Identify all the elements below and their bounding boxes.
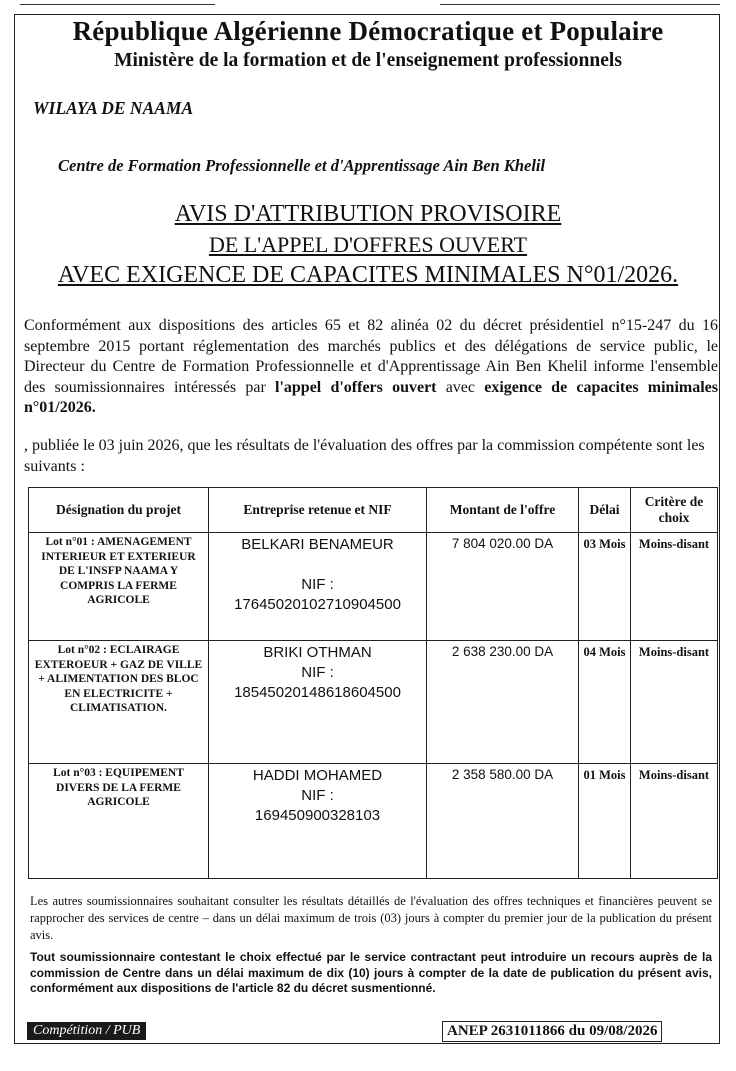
company-name: HADDI MOHAMED bbox=[252, 767, 383, 784]
title-line-2: DE L'APPEL D'OFFRES OUVERT bbox=[208, 232, 528, 257]
title-line-3: AVEC EXIGENCE DE CAPACITES MINIMALES N°01/2026. bbox=[57, 262, 679, 288]
intro-continuation: , publiée le 03 juin 2026, que les résultats de l'évaluation des offres par la commission compétente sont les suivants : bbox=[24, 437, 705, 475]
company-cell bbox=[209, 533, 427, 641]
col-header-project: Désignation du projet bbox=[29, 488, 209, 533]
table-row bbox=[29, 764, 718, 879]
criterion-cell: Moins-disant bbox=[631, 764, 718, 879]
delay-cell: 03 Mois bbox=[579, 533, 631, 641]
appeal-note: Tout soumissionnaire contestant le choix effectué par le service contractant peut introduire un recours auprès de la commission de Centre dans un délai maximum de dix (10) jours à compter de la date de publication du présent avis, conformément aux dispositions de l'article 82 du décret susmentionné. bbox=[30, 950, 712, 995]
lot-cell: Lot n°01 : AMENAGEMENT INTERIEUR ET EXTERIEUR DE L'INSFP NAAMA Y COMPRIS LA FERME AGRICOLE bbox=[29, 533, 209, 641]
nif-value: 169450900328103 bbox=[254, 807, 381, 824]
intro-paragraph bbox=[24, 316, 718, 419]
wilaya-label: WILAYA DE NAAMA bbox=[33, 98, 194, 118]
table-header-row bbox=[29, 488, 718, 533]
top-rule-right bbox=[440, 0, 720, 5]
nif-label: NIF : bbox=[301, 787, 334, 804]
republic-heading: République Algérienne Démocratique et Populaire bbox=[72, 16, 664, 46]
nif-label: NIF : bbox=[301, 576, 334, 593]
col-header-criterion: Critère de choix bbox=[631, 488, 718, 533]
centre-name: Centre de Formation Professionnelle et d'Apprentissage Ain Ben Khelil bbox=[58, 156, 546, 175]
company-cell bbox=[209, 764, 427, 879]
company-cell bbox=[209, 641, 427, 764]
amount-cell: 2 358 580.00 DA bbox=[427, 764, 579, 879]
top-rule-left bbox=[20, 0, 215, 5]
anep-reference: ANEP 2631011866 du 09/08/2026 bbox=[442, 1021, 662, 1042]
nif-label: NIF : bbox=[301, 664, 334, 681]
results-table bbox=[28, 487, 718, 879]
table-row bbox=[29, 641, 718, 764]
nif-value: 185450201486186045​00 bbox=[234, 684, 401, 701]
company-name: BELKARI BENAMEUR bbox=[241, 536, 394, 553]
criterion-cell: Moins-disant bbox=[631, 641, 718, 764]
intro-mid: avec bbox=[436, 378, 485, 396]
publication-tag: Compétition / PUB bbox=[27, 1022, 146, 1040]
company-name: BRIKI OTHMAN bbox=[263, 644, 372, 661]
criterion-cell: Moins-disant bbox=[631, 533, 718, 641]
nif-value: 176450201027109045​00 bbox=[234, 596, 401, 613]
col-header-company: Entreprise retenue et NIF bbox=[209, 488, 427, 533]
ministry-heading: Ministère de la formation et de l'enseignement professionnels bbox=[114, 50, 622, 71]
title-line-1: AVIS D'ATTRIBUTION PROVISOIRE bbox=[174, 201, 562, 227]
delay-cell: 01 Mois bbox=[579, 764, 631, 879]
consultation-note: Les autres soumissionnaires souhaitant consulter les résultats détaillés de l'évaluation des offres techniques et financières peuvent se rapprocher des services de centre – dans un délai maximum de trois (03) jours à compter du premier jour de la publication du présent avis. bbox=[30, 894, 712, 942]
intro-bold-2: exigence de capacites minimales n°01/2026. bbox=[24, 378, 718, 416]
col-header-amount: Montant de l'offre bbox=[427, 488, 579, 533]
amount-cell: 2 638 230.00 DA bbox=[427, 641, 579, 764]
intro-text: Conformément aux dispositions des articles 65 et 82 alinéa 02 du décret présidentiel n°15-247 du 16 septembre 2015 portant réglementation des marchés publics et des délégations de service public, le Directeur du Centre de Formation Professionnelle et d'Apprentissage Ain Ben Khelil informe l'ensemble des soumissionnaires intéressés par bbox=[24, 317, 718, 396]
delay-cell: 04 Mois bbox=[579, 641, 631, 764]
table-row bbox=[29, 533, 718, 641]
amount-cell: 7 804 020.00 DA bbox=[427, 533, 579, 641]
intro-bold-1: l'appel d'offers ouvert bbox=[275, 378, 437, 396]
col-header-delay: Délai bbox=[579, 488, 631, 533]
lot-cell: Lot n°03 : EQUIPEMENT DIVERS DE LA FERME AGRICOLE bbox=[29, 764, 209, 879]
lot-cell: Lot n°02 : ECLAIRAGE EXTEROEUR + GAZ DE VILLE + ALIMENTATION DES BLOC EN ELECTRICITE + CLIMATISATION. bbox=[29, 641, 209, 764]
